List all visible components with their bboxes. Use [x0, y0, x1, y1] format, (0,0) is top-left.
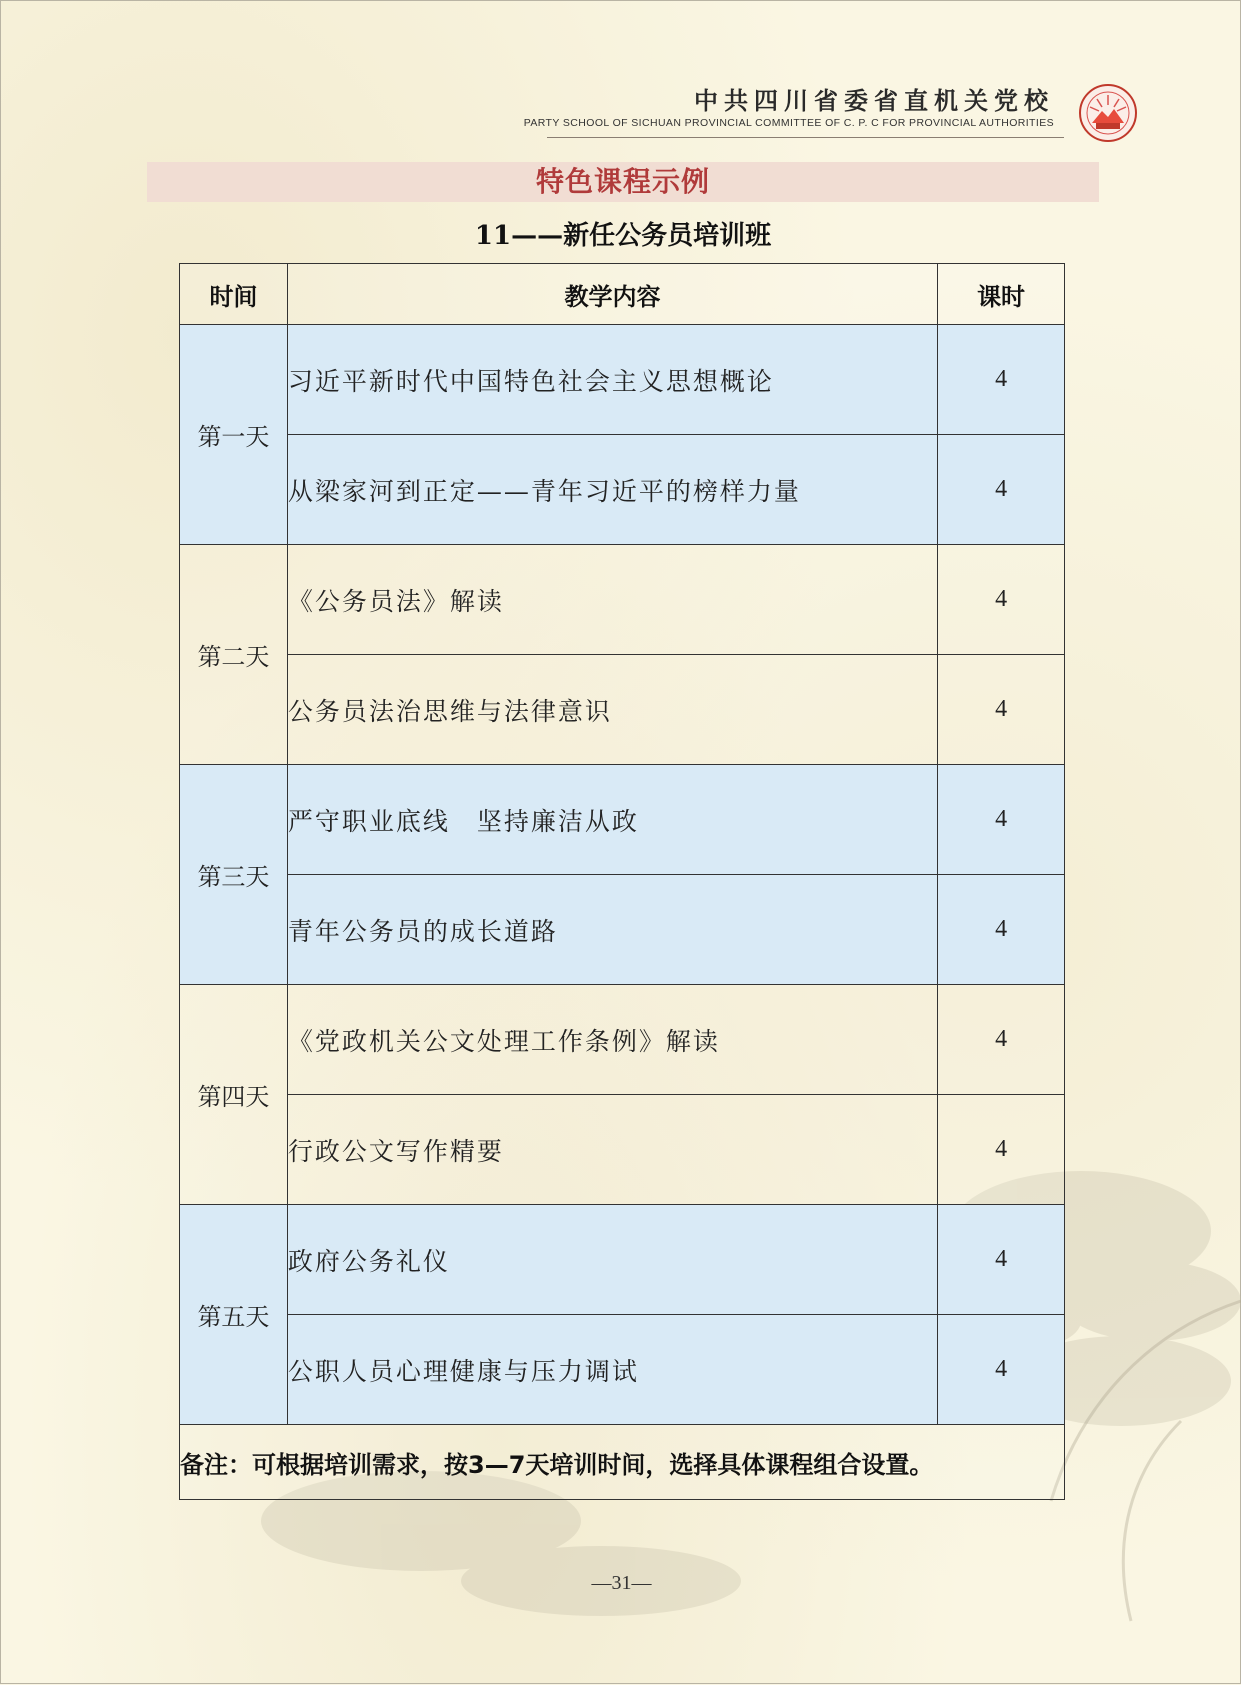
table-row — [180, 875, 1065, 985]
day-cell: 第五天 — [180, 1205, 288, 1425]
hours-cell: 4 — [938, 655, 1065, 765]
hours-cell: 4 — [938, 875, 1065, 985]
course-table — [179, 263, 1065, 1500]
day-cell: 第三天 — [180, 765, 288, 985]
hours-cell: 4 — [938, 545, 1065, 655]
header-time: 时间 — [180, 264, 288, 325]
header-content: 教学内容 — [287, 264, 937, 325]
content-cell: 公职人员心理健康与压力调试 — [287, 1315, 937, 1425]
table-row — [180, 655, 1065, 765]
hours-cell: 4 — [938, 325, 1065, 435]
page-number: —31— — [591, 1572, 652, 1594]
table-row — [180, 1315, 1065, 1425]
hours-cell: 4 — [938, 765, 1065, 875]
note-row — [180, 1425, 1065, 1500]
content-cell: 公务员法治思维与法律意识 — [287, 655, 937, 765]
header-divider — [547, 137, 1064, 138]
party-school-logo — [1078, 83, 1138, 143]
content-cell: 行政公文写作精要 — [287, 1095, 937, 1205]
school-name-en: PARTY SCHOOL OF SICHUAN PROVINCIAL COMMITTEE OF C. P. C FOR PROVINCIAL AUTHORITIES — [523, 117, 1054, 129]
content-cell: 《公务员法》解读 — [287, 545, 937, 655]
content-cell: 从梁家河到正定——青年习近平的榜样力量 — [287, 435, 937, 545]
table-row — [180, 1095, 1065, 1205]
hours-cell: 4 — [938, 985, 1065, 1095]
content-cell: 严守职业底线 坚持廉洁从政 — [287, 765, 937, 875]
content-cell: 政府公务礼仪 — [287, 1205, 937, 1315]
hours-cell: 4 — [938, 435, 1065, 545]
content-cell: 习近平新时代中国特色社会主义思想概论 — [287, 325, 937, 435]
day-cell: 第四天 — [180, 985, 288, 1205]
header-hours: 课时 — [938, 264, 1065, 325]
day-cell: 第一天 — [180, 325, 288, 545]
hours-cell: 4 — [938, 1095, 1065, 1205]
table-header-row — [180, 264, 1065, 325]
table-row — [180, 435, 1065, 545]
day-cell: 第二天 — [180, 545, 288, 765]
table-row — [180, 765, 1065, 875]
table-row — [180, 985, 1065, 1095]
section-title: 特色课程示例 — [535, 165, 710, 198]
course-title: 11——新任公务员培训班 — [474, 221, 772, 251]
hours-cell: 4 — [938, 1205, 1065, 1315]
note-text: 备注：可根据培训需求，按3—7天培训时间，选择具体课程组合设置。 — [180, 1425, 1065, 1500]
hours-cell: 4 — [938, 1315, 1065, 1425]
content-cell: 《党政机关公文处理工作条例》解读 — [287, 985, 937, 1095]
table-row — [180, 545, 1065, 655]
content-cell: 青年公务员的成长道路 — [287, 875, 937, 985]
table-row — [180, 325, 1065, 435]
school-name-cn: 中共四川省委省直机关党校 — [694, 86, 1054, 115]
table-row — [180, 1205, 1065, 1315]
